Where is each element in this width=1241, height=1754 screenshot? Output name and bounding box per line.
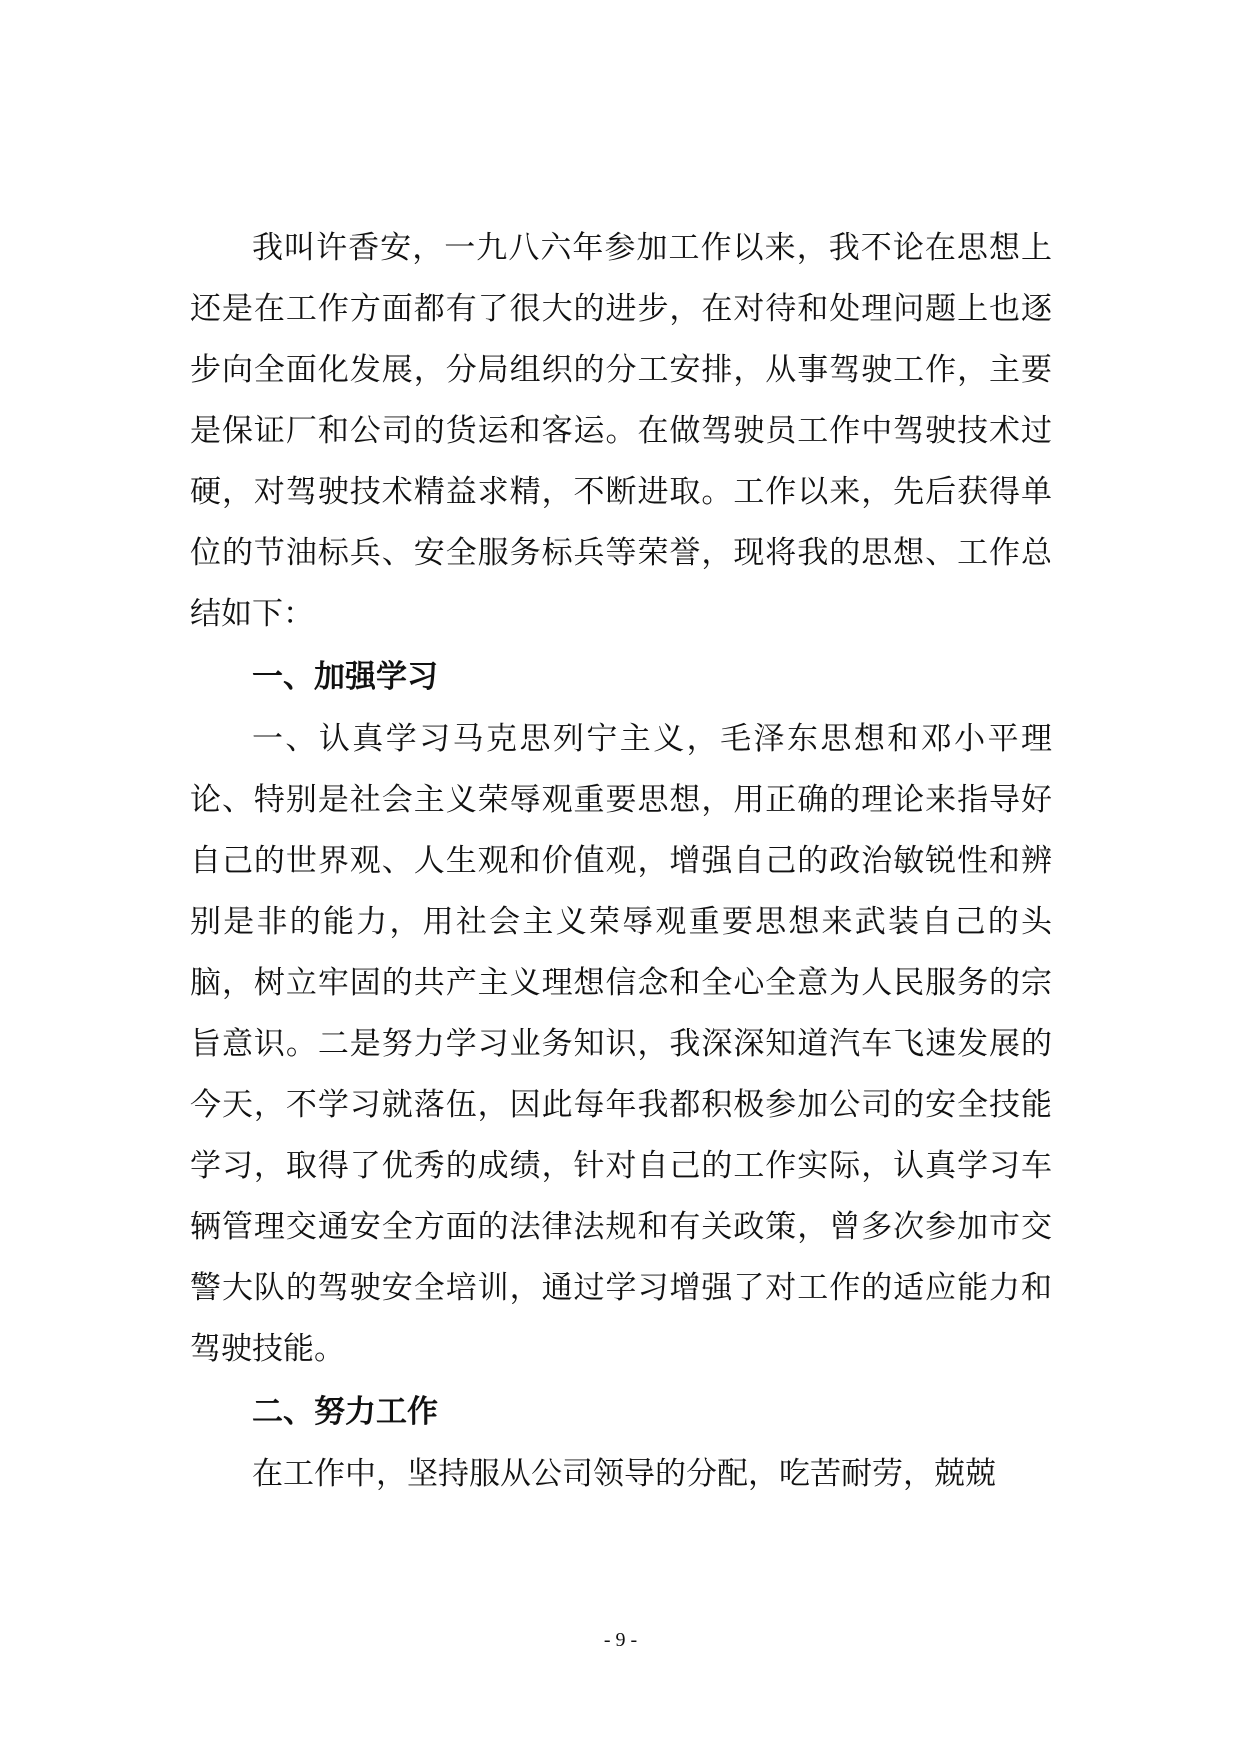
paragraph-work: 在工作中，坚持服从公司领导的分配，吃苦耐劳，兢兢 <box>252 1456 996 1492</box>
section-heading-work: 二、努力工作 <box>252 1394 438 1430</box>
paragraph-study: 一、认真学习马克思列宁主义，毛泽东思想和邓小平理论、特别是社会主义荣辱观重要思想，用正确的理论来指导好自己的世界观、人生观和价值观，增强自己的政治敏锐性和辨别是非的能力，用社会主义荣辱观重要思想来武装自己的头脑，树立牢固的共产主义理想信念和全心全意为人民服务的宗旨意识。二是努力学习业务知识，我深深知道汽车飞速发展的今天，不学习就落伍，因此每年我都积极参加公司的安全技能学习，取得了优秀的成绩，针对自己的工作实际，认真学习车辆管理交通安全方面的法律法规和有关政策，曾多次参加市交警大队的驾驶安全培训，通过学习增强了对工作的适应能力和驾驶技能。 <box>190 721 1052 1367</box>
page-number: - 9 - <box>603 1629 638 1651</box>
section-heading-study: 一、加强学习 <box>252 659 438 695</box>
paragraph-intro: 我叫许香安，一九八六年参加工作以来，我不论在思想上还是在工作方面都有了很大的进步，在对待和处理问题上也逐步向全面化发展，分局组织的分工安排，从事驾驶工作，主要是保证厂和公司的货运和客运。在做驾驶员工作中驾驶技术过硬，对驾驶技术精益求精，不断进取。工作以来，先后获得单位的节油标兵、安全服务标兵等荣誉，现将我的思想、工作总结如下： <box>190 230 1052 632</box>
document-body <box>190 218 1052 1505</box>
